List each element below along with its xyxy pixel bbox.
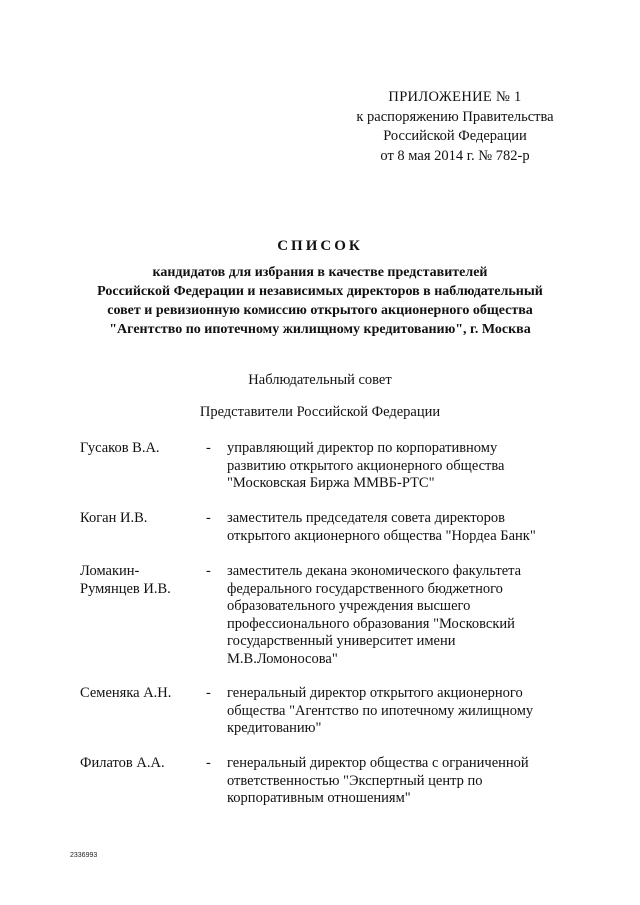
candidate-name: [80, 440, 200, 458]
candidate-name-line: Ломакин-: [80, 563, 140, 579]
candidate-name-line: Гусаков В.А.: [80, 440, 160, 456]
annex-line: Российской Федерации: [383, 128, 527, 144]
position-line: генеральный директор общества с ограниченной: [227, 755, 529, 771]
position-line: генеральный директор открытого акционерного: [227, 685, 523, 701]
candidate-name: [80, 685, 200, 703]
document-title: СПИСОК: [277, 238, 363, 254]
document-code: 2336993: [70, 852, 98, 859]
subtitle-line: совет и ревизионную комиссию открытого акционерного общества: [107, 303, 533, 318]
candidate-name-line: Семеняка А.Н.: [80, 685, 172, 701]
candidate-position: [227, 685, 567, 738]
candidate-name-line: Филатов А.А.: [80, 755, 165, 771]
annex-date-line: от 8 мая 2014 г. № 782-р: [380, 147, 530, 164]
candidate-name: [80, 563, 200, 598]
candidate-position: [227, 755, 567, 808]
position-line: профессионального образования "Московский: [227, 615, 515, 632]
subtitle-line: кандидатов для избрания в качестве представителей: [152, 265, 488, 280]
section-heading-representatives: Представители Российской Федерации: [199, 404, 441, 420]
position-line: заместитель декана экономического факультета: [227, 563, 522, 579]
position-line: образовательного учреждения высшего: [227, 598, 471, 614]
annex-header: [330, 88, 580, 166]
position-line: общества "Агентство по ипотечному жилищному: [227, 702, 534, 719]
position-line: корпоративным отношениям": [227, 790, 411, 806]
position-line: заместитель председателя совета директоров: [227, 510, 506, 526]
annex-title: ПРИЛОЖЕНИЕ № 1: [388, 89, 522, 105]
annex-line: к распоряжению Правительства: [356, 108, 554, 125]
dash-separator: -: [206, 685, 211, 701]
candidate-position: [227, 510, 567, 545]
dash-separator: -: [206, 440, 211, 456]
candidate-position: [227, 563, 567, 668]
position-line: государственный университет имени: [227, 633, 456, 649]
candidate-name: [80, 755, 200, 773]
position-line: управляющий директор по корпоративному: [227, 440, 498, 456]
dash-separator: -: [206, 755, 211, 771]
subtitle-line: Российской Федерации и независимых директоров в наблюдательный: [97, 284, 543, 299]
dash-separator: -: [206, 563, 211, 579]
candidate-position: [227, 440, 567, 493]
position-line: "Московская Биржа ММВБ-РТС": [227, 475, 435, 491]
candidate-name-line: Коган И.В.: [80, 510, 148, 526]
position-line: развитию открытого акционерного общества: [227, 457, 505, 474]
position-line: ответственностью "Экспертный центр по: [227, 772, 483, 789]
position-line: федерального государственного бюджетного: [227, 580, 503, 597]
candidate-name-line: Румянцев И.В.: [80, 580, 171, 597]
candidate-name: [80, 510, 200, 528]
position-line: М.В.Ломоносова": [227, 650, 338, 667]
subtitle-line: "Агентство по ипотечному жилищному кредитованию", г. Москва: [109, 322, 531, 337]
document-subtitle: [60, 263, 580, 339]
section-heading-board: Наблюдательный совет: [248, 372, 392, 388]
position-line: кредитованию": [227, 720, 322, 736]
dash-separator: -: [206, 510, 211, 526]
position-line: открытого акционерного общества "Нордеа Банк": [227, 527, 536, 544]
